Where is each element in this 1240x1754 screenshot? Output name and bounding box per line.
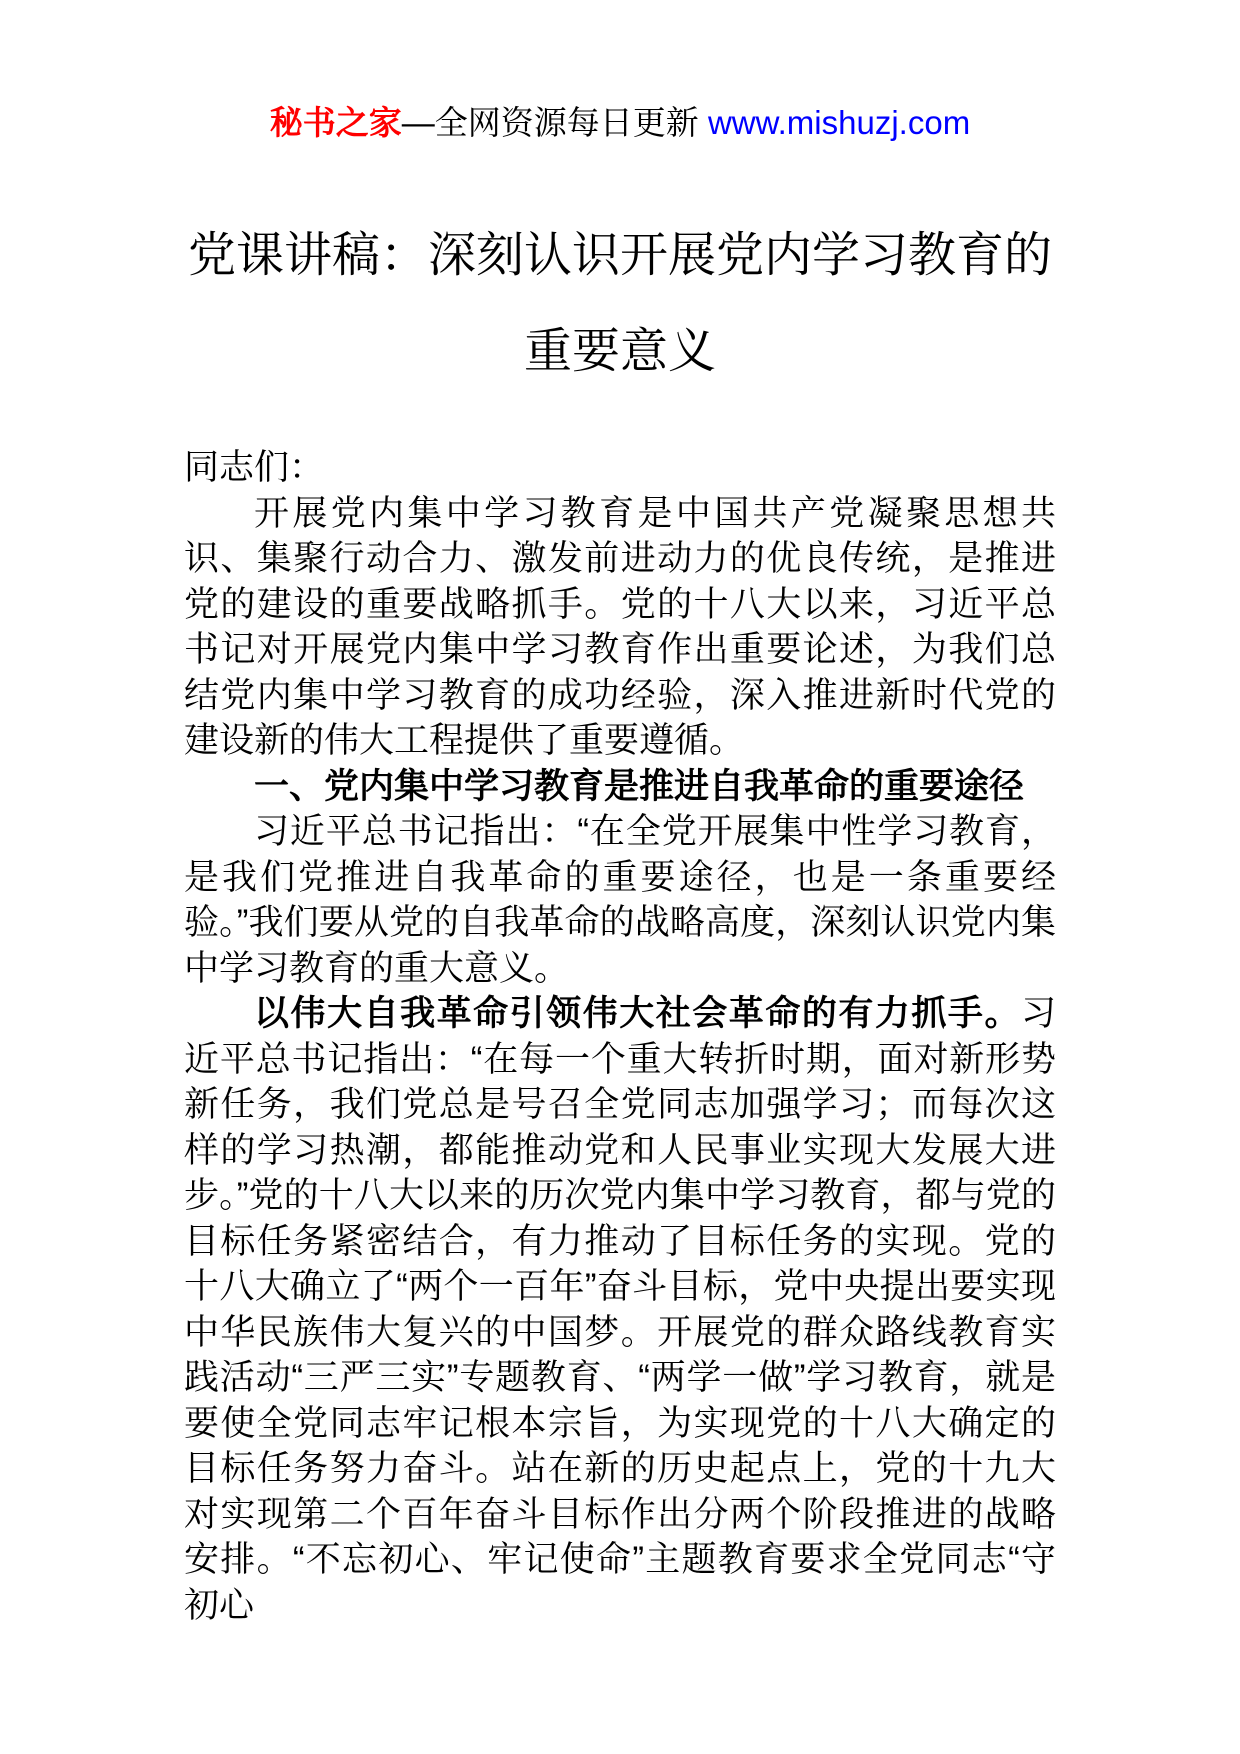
paragraph-main-rest: 习近平总书记指出：“在每一个重大转折时期，面对新形势新任务，我们党总是号召全党同志加强学习；而每次这样的学习热潮，都能推动党和人民事业实现大发展大进步。”党的十八大以来的历次党内集中学习教育，都与党的目标任务紧密结合，有力推动了目标任务的实现。党的十八大确立了“两个一百年”奋斗目标，党中央提出要实现中华民族伟大复兴的中国梦。开展党的群众路线教育实践活动“三严三实”专题教育、“两学一做”学习教育，就是要使全党同志牢记根本宗旨，为实现党的十八大确定的目标任务努力奋斗。站在新的历史起点上，党的十九大对实现第二个百年奋斗目标作出分两个阶段推进的战略安排。“不忘初心、牢记使命”主题教育要求全党同志“守初心	[184, 994, 1056, 1625]
site-url-link[interactable]: www.mishuzj.com	[707, 104, 971, 141]
document-body	[184, 445, 1056, 1628]
paragraph-intro: 开展党内集中学习教育是中国共产党凝聚思想共识、集聚行动合力、激发前进动力的优良传统，是推进党的建设的重要战略抓手。党的十八大以来，习近平总书记对开展党内集中学习教育作出重要论述，为我们总结党内集中学习教育的成功经验，深入推进新时代党的建设新的伟大工程提供了重要遵循。	[184, 493, 1056, 760]
paragraph-quote: 习近平总书记指出：“在全党开展集中性学习教育，是我们党推进自我革命的重要途径，也是一条重要经验。”我们要从党的自我革命的战略高度，深刻认识党内集中学习教育的重大意义。	[184, 812, 1056, 988]
paragraph-main	[184, 991, 1056, 1628]
salutation: 同志们：	[184, 448, 325, 487]
site-tagline: —全网资源每日更新	[401, 104, 708, 141]
document-title-line-2: 重要意义	[523, 325, 716, 378]
document-title	[184, 208, 1056, 400]
site-name: 秘书之家	[269, 104, 402, 141]
site-header	[184, 102, 1056, 144]
paragraph-main-bold-lead: 以伟大自我革命引领伟大社会革命的有力抓手。	[254, 994, 1021, 1033]
section-heading-1: 一、党内集中学习教育是推进自我革命的重要途径	[254, 766, 1025, 806]
document-title-line-1: 党课讲稿：深刻认识开展党内学习教育的	[187, 229, 1052, 282]
